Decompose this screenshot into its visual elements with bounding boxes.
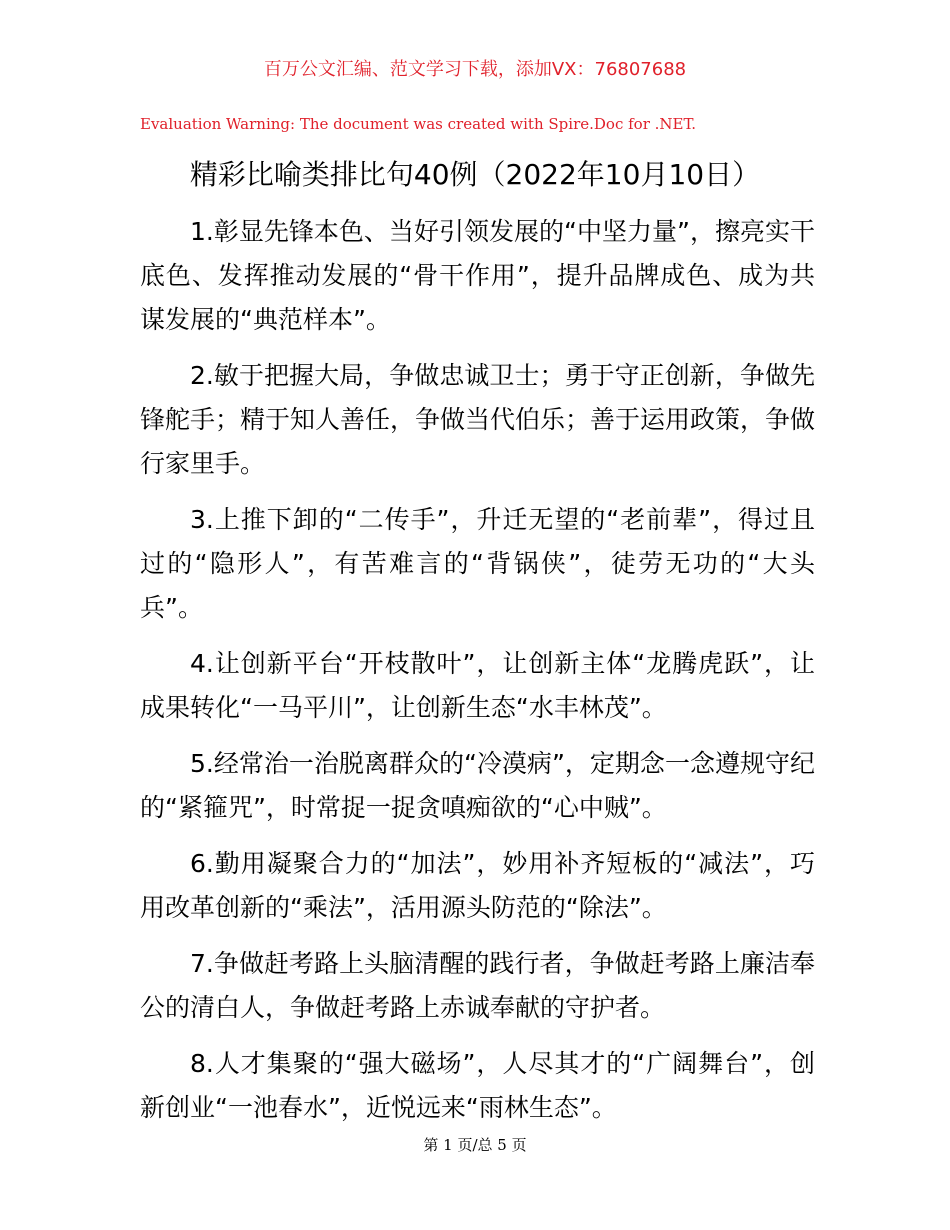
evaluation-warning: Evaluation Warning: The document was created with Spire.Doc for .NET.: [140, 115, 697, 133]
paragraph-2: 2.敏于把握大局，争做忠诚卫士；勇于守正创新，争做先锋舵手；精于知人善任，争做当代伯乐；善于运用政策，争做行家里手。: [140, 361, 816, 478]
document-body: [140, 210, 815, 1142]
page-number-footer: 第 1 页/总 5 页: [423, 1136, 527, 1154]
paragraph-1: 1.彰显先锋本色、当好引领发展的“中坚力量”，擦亮实干底色、发挥推动发展的“骨干作用”，提升品牌成色、成为共谋发展的“典范样本”。: [140, 217, 815, 334]
paragraph-4: 4.让创新平台“开枝散叶”，让创新主体“龙腾虎跃”，让成果转化“一马平川”，让创新生态“水丰林茂”。: [140, 649, 815, 722]
paragraph-5: 5.经常治一治脱离群众的“冷漠病”，定期念一念遵规守纪的“紧箍咒”，时常捉一捉贪嗔痴欲的“心中贼”。: [140, 749, 815, 822]
paragraph-7: 7.争做赶考路上头脑清醒的践行者，争做赶考路上廉洁奉公的清白人，争做赶考路上赤诚奉献的守护者。: [140, 949, 815, 1022]
paragraph-3: 3.上推下卸的“二传手”，升迁无望的“老前辈”，得过且过的“隐形人”，有苦难言的“背锅侠”，徒劳无功的“大头兵”。: [140, 505, 815, 622]
paragraph-8: 8.人才集聚的“强大磁场”，人尽其才的“广阔舞台”，创新创业“一池春水”，近悦远来“雨林生态”。: [140, 1049, 815, 1122]
header-ad-text: 百万公文汇编、范文学习下载，添加VX：76807688: [263, 59, 687, 80]
paragraph-6: 6.勤用凝聚合力的“加法”，妙用补齐短板的“减法”，巧用改革创新的“乘法”，活用源头防范的“除法”。: [140, 849, 815, 922]
page-title: 精彩比喻类排比句40例（2022年10月10日）: [189, 158, 761, 191]
